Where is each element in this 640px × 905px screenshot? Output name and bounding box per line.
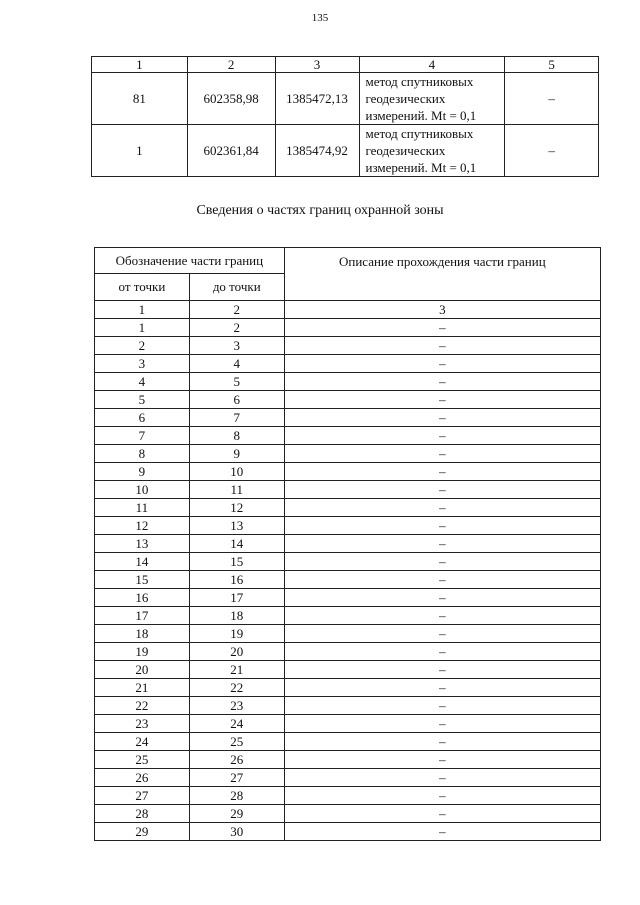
to-point-header: до точки [189,274,284,301]
to-point-cell: 13 [189,517,284,535]
to-point-cell: 11 [189,481,284,499]
description-cell: – [284,823,600,841]
method-line: метод спутниковых [365,74,474,89]
coordinates-table [91,56,599,177]
to-point-cell: 10 [189,463,284,481]
description-header: Описание прохождения части границ [284,248,600,301]
note-cell: – [505,125,599,177]
description-cell: – [284,553,600,571]
from-point-cell: 21 [95,679,190,697]
from-point-cell: 4 [95,373,190,391]
description-cell: – [284,373,600,391]
coord-x: 602361,84 [187,125,275,177]
from-point-cell: 8 [95,445,190,463]
to-point-cell: 19 [189,625,284,643]
table-row [95,481,601,499]
to-point-cell: 7 [189,409,284,427]
to-point-cell: 17 [189,589,284,607]
section-title: Сведения о частях границ охранной зоны [196,203,444,218]
description-cell: – [284,391,600,409]
table-row [95,769,601,787]
table-row [95,805,601,823]
method-line: геодезических [365,143,446,158]
from-point-cell: 25 [95,751,190,769]
description-cell: – [284,679,600,697]
table-row [95,337,601,355]
table-row [95,607,601,625]
from-point-cell: 3 [95,355,190,373]
from-point-cell: 26 [95,769,190,787]
method-cell [359,125,505,177]
to-point-cell: 27 [189,769,284,787]
to-point-cell: 3 [189,337,284,355]
description-cell: – [284,607,600,625]
table-row [95,715,601,733]
to-point-cell: 28 [189,787,284,805]
table-row [95,571,601,589]
to-point-cell: 8 [189,427,284,445]
from-point-cell: 29 [95,823,190,841]
table-row [95,355,601,373]
to-point-cell: 16 [189,571,284,589]
description-cell: – [284,625,600,643]
from-point-cell: 10 [95,481,190,499]
description-cell: – [284,751,600,769]
page-number: 135 [311,12,329,24]
from-point-cell: 9 [95,463,190,481]
coords-header-cell: 5 [505,57,599,73]
from-point-cell: 15 [95,571,190,589]
method-line: измерений. Mt = 0,1 [365,108,477,123]
to-point-cell: 26 [189,751,284,769]
description-cell: – [284,715,600,733]
coords-header-row [92,57,599,73]
point-number: 1 [92,125,188,177]
from-point-cell: 13 [95,535,190,553]
to-point-cell: 20 [189,643,284,661]
description-cell: – [284,589,600,607]
from-point-cell: 11 [95,499,190,517]
from-point-cell: 23 [95,715,190,733]
from-point-cell: 5 [95,391,190,409]
to-point-cell: 25 [189,733,284,751]
to-point-cell: 21 [189,661,284,679]
description-cell: – [284,697,600,715]
method-line: измерений. Mt = 0,1 [365,160,477,175]
parts-header-row [95,248,601,274]
from-point-cell: 2 [95,337,190,355]
description-cell: – [284,787,600,805]
table-row [95,787,601,805]
from-point-cell: 14 [95,553,190,571]
coords-header-cell: 1 [92,57,188,73]
description-cell: – [284,571,600,589]
to-point-cell: 24 [189,715,284,733]
coord-y: 1385472,13 [275,73,359,125]
table-row [95,553,601,571]
table-row [95,535,601,553]
table-row [95,445,601,463]
to-point-cell: 30 [189,823,284,841]
coords-header-cell: 2 [187,57,275,73]
table-row [95,823,601,841]
from-point-cell: 17 [95,607,190,625]
table-row [95,427,601,445]
to-point-cell: 14 [189,535,284,553]
table-row [95,643,601,661]
to-point-cell: 9 [189,445,284,463]
to-point-cell: 15 [189,553,284,571]
from-point-cell: 12 [95,517,190,535]
index-cell: 1 [95,301,190,319]
table-row [95,589,601,607]
coord-x: 602358,98 [187,73,275,125]
from-point-cell: 1 [95,319,190,337]
from-point-cell: 6 [95,409,190,427]
description-cell: – [284,499,600,517]
table-row [95,463,601,481]
to-point-cell: 2 [189,319,284,337]
table-row [95,409,601,427]
table-row [95,661,601,679]
from-point-cell: 7 [95,427,190,445]
to-point-cell: 18 [189,607,284,625]
coords-header-cell: 3 [275,57,359,73]
description-cell: – [284,409,600,427]
description-cell: – [284,463,600,481]
description-cell: – [284,805,600,823]
group-header: Обозначение части границ [95,248,285,274]
from-point-cell: 18 [95,625,190,643]
to-point-cell: 23 [189,697,284,715]
description-cell: – [284,643,600,661]
description-cell: – [284,319,600,337]
to-point-cell: 12 [189,499,284,517]
table-row [95,625,601,643]
to-point-cell: 22 [189,679,284,697]
table-row [95,751,601,769]
to-point-cell: 5 [189,373,284,391]
from-point-cell: 27 [95,787,190,805]
method-cell [359,73,505,125]
table-row [95,697,601,715]
description-cell: – [284,661,600,679]
boundary-parts-table [94,247,601,841]
table-row [95,391,601,409]
table-row [95,517,601,535]
from-point-header: от точки [95,274,190,301]
table-row [95,319,601,337]
index-cell: 3 [284,301,600,319]
description-cell: – [284,445,600,463]
coord-y: 1385474,92 [275,125,359,177]
description-cell: – [284,769,600,787]
from-point-cell: 28 [95,805,190,823]
from-point-cell: 16 [95,589,190,607]
note-cell: – [505,73,599,125]
to-point-cell: 29 [189,805,284,823]
description-cell: – [284,733,600,751]
description-cell: – [284,481,600,499]
description-cell: – [284,355,600,373]
table-row [95,373,601,391]
description-cell: – [284,337,600,355]
from-point-cell: 22 [95,697,190,715]
method-line: геодезических [365,91,446,106]
description-cell: – [284,427,600,445]
parts-index-row [95,301,601,319]
from-point-cell: 24 [95,733,190,751]
from-point-cell: 20 [95,661,190,679]
from-point-cell: 19 [95,643,190,661]
to-point-cell: 6 [189,391,284,409]
coords-header-cell: 4 [359,57,505,73]
table-row [95,679,601,697]
description-cell: – [284,517,600,535]
point-number: 81 [92,73,188,125]
index-cell: 2 [189,301,284,319]
table-row [95,733,601,751]
table-row [95,499,601,517]
coords-row [92,125,599,177]
coords-row [92,73,599,125]
method-line: метод спутниковых [365,126,474,141]
to-point-cell: 4 [189,355,284,373]
description-cell: – [284,535,600,553]
